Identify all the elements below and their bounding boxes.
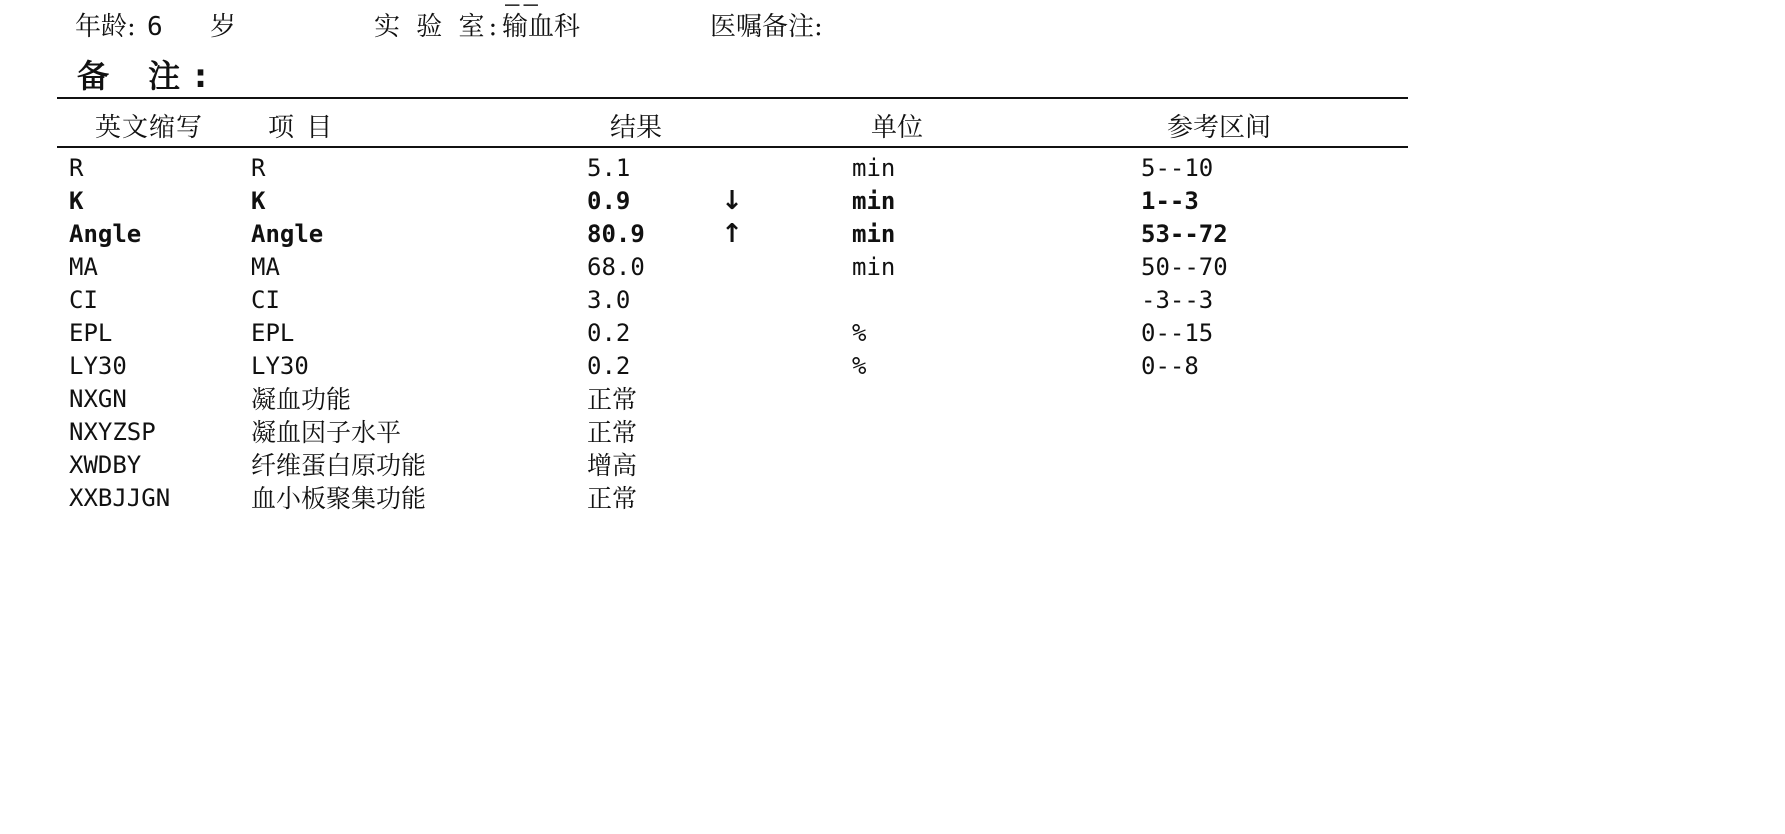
table-row xyxy=(0,218,1785,251)
row-item: MA xyxy=(251,253,280,281)
table-row xyxy=(0,152,1785,185)
age-label: 年龄: xyxy=(75,12,136,42)
age-value: 6 xyxy=(147,12,163,42)
row-result: 80.9 xyxy=(587,220,645,248)
table-row xyxy=(0,350,1785,383)
row-item: R xyxy=(251,154,266,182)
row-abbreviation: Angle xyxy=(69,220,142,248)
row-unit: min xyxy=(852,154,896,182)
header-item: 项 目 xyxy=(268,113,335,143)
row-reference-range: 53--72 xyxy=(1141,220,1228,248)
row-result: 3.0 xyxy=(587,286,631,314)
row-result: 正常 xyxy=(587,385,638,414)
row-item: 纤维蛋白原功能 xyxy=(251,451,427,480)
row-reference-range: 0--8 xyxy=(1141,352,1199,380)
table-row xyxy=(0,383,1785,416)
clipped-header-text: —— xyxy=(505,0,542,18)
row-unit: min xyxy=(852,220,896,248)
row-result: 5.1 xyxy=(587,154,631,182)
table-row xyxy=(0,416,1785,449)
row-unit: % xyxy=(852,319,867,347)
row-abbreviation: XXBJJGN xyxy=(69,484,171,512)
row-item: CI xyxy=(251,286,280,314)
table-row xyxy=(0,482,1785,515)
row-unit: % xyxy=(852,352,867,380)
row-result: 68.0 xyxy=(587,253,645,281)
order-note-label: 医嘱备注: xyxy=(710,12,823,42)
row-abbreviation: CI xyxy=(69,286,98,314)
row-reference-range: 50--70 xyxy=(1141,253,1228,281)
table-row xyxy=(0,185,1785,218)
header-result: 结果 xyxy=(610,113,663,143)
age-unit: 岁 xyxy=(210,12,237,42)
row-reference-range: 5--10 xyxy=(1141,154,1214,182)
row-unit: min xyxy=(852,187,896,215)
remarks-label: 备 注: xyxy=(77,57,221,95)
row-abbreviation: XWDBY xyxy=(69,451,142,479)
row-item: 凝血功能 xyxy=(251,385,352,414)
row-item: K xyxy=(251,187,266,215)
table-header-row xyxy=(0,111,1785,145)
row-result: 0.2 xyxy=(587,352,631,380)
row-item: EPL xyxy=(251,319,295,347)
row-abbreviation: K xyxy=(69,187,84,215)
patient-info-line xyxy=(0,10,1785,44)
header-unit: 单位 xyxy=(871,113,924,143)
table-header-rule xyxy=(57,146,1408,148)
table-row xyxy=(0,317,1785,350)
header-abbreviation: 英文缩写 xyxy=(95,113,204,143)
arrow-down-icon: ↓ xyxy=(721,186,743,216)
row-result: 0.9 xyxy=(587,187,631,215)
row-abbreviation: EPL xyxy=(69,319,113,347)
row-reference-range: -3--3 xyxy=(1141,286,1214,314)
table-row xyxy=(0,449,1785,482)
row-abbreviation: NXGN xyxy=(69,385,127,413)
row-abbreviation: MA xyxy=(69,253,98,281)
row-item: LY30 xyxy=(251,352,309,380)
results-table-body xyxy=(0,152,1785,515)
row-abbreviation: R xyxy=(69,154,84,182)
row-abbreviation: NXYZSP xyxy=(69,418,156,446)
row-result: 增高 xyxy=(587,451,638,480)
row-reference-range: 0--15 xyxy=(1141,319,1214,347)
row-item: Angle xyxy=(251,220,324,248)
row-abbreviation: LY30 xyxy=(69,352,127,380)
table-row xyxy=(0,251,1785,284)
row-result: 正常 xyxy=(587,484,638,513)
row-unit: min xyxy=(852,253,896,281)
row-item: 血小板聚集功能 xyxy=(251,484,427,513)
row-result: 正常 xyxy=(587,418,638,447)
lab-value: 输血科 xyxy=(502,12,581,42)
header-reference-range: 参考区间 xyxy=(1167,113,1272,143)
row-item: 凝血因子水平 xyxy=(251,418,402,447)
table-row xyxy=(0,284,1785,317)
arrow-up-icon: ↑ xyxy=(721,219,743,249)
lab-label: 实 验 室: xyxy=(374,12,502,42)
row-reference-range: 1--3 xyxy=(1141,187,1199,215)
table-top-rule xyxy=(57,97,1408,99)
row-result: 0.2 xyxy=(587,319,631,347)
